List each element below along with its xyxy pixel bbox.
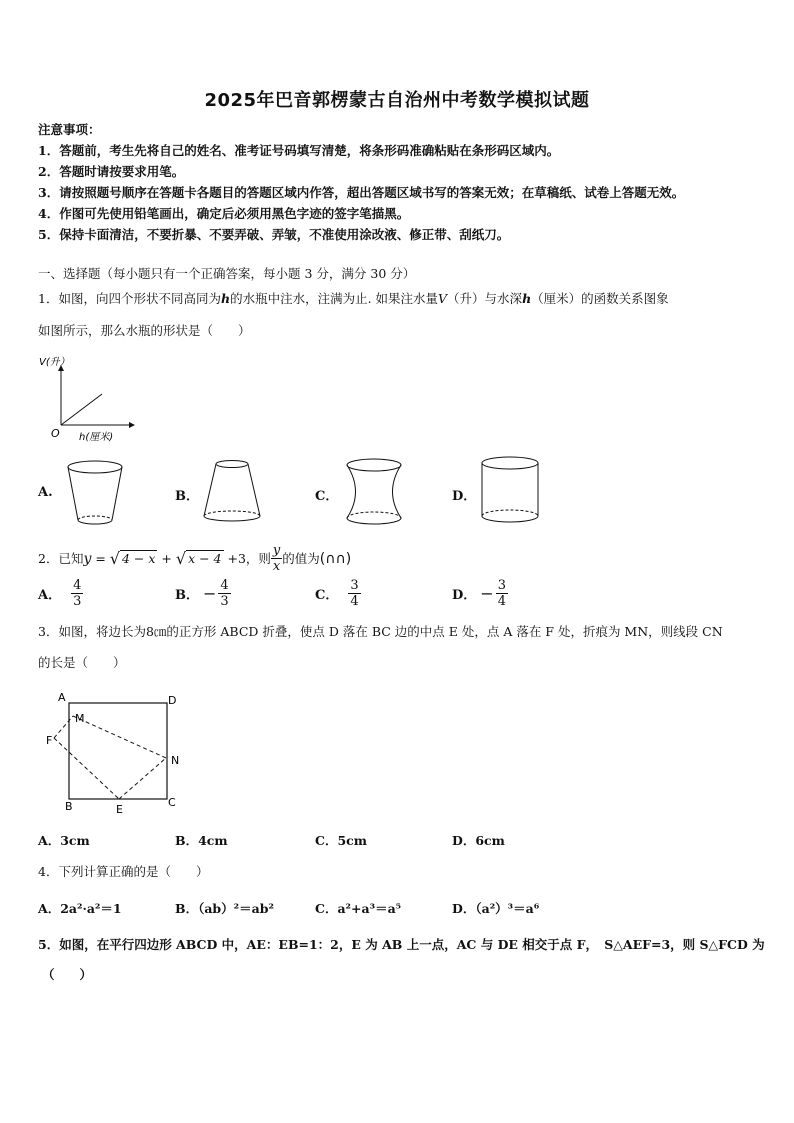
q2-pre: 2．已知 <box>38 550 84 566</box>
sqrt-icon: √ <box>109 548 120 568</box>
q2-then: ，则 <box>245 550 271 566</box>
q2-rad-2: x − 4 <box>188 551 222 566</box>
vase-a-icon <box>66 458 126 528</box>
q1-text-a: 1．如图，向四个形状不同高同为 <box>38 291 221 306</box>
q3-option-c[interactable]: C．5cm <box>315 833 367 848</box>
q5-line-2: （ ） <box>42 967 93 982</box>
q2-option-c[interactable] <box>315 578 361 609</box>
q2-option-a-label: A． <box>38 588 62 603</box>
label-a: A <box>58 691 66 704</box>
q4-option-b-text: （ab）²＝ab² <box>198 901 274 916</box>
graph-ylabel: V(升） <box>39 357 70 368</box>
q4-option-b[interactable] <box>175 901 274 917</box>
q2-option-a[interactable] <box>38 578 83 609</box>
page-title: 2025年巴音郭楞蒙古自治州中考数学模拟试题 <box>204 90 590 111</box>
q1-var-h: h <box>220 291 231 306</box>
vase-d-icon <box>478 454 544 526</box>
q4-option-c[interactable] <box>315 901 401 917</box>
q2-option-b-label: B． <box>175 588 199 603</box>
graph-origin: O <box>51 427 60 440</box>
q4-option-d-text: （a²）³＝a⁶ <box>475 901 540 916</box>
vase-c-icon <box>342 456 406 528</box>
q2-option-a-den: 3 <box>73 594 82 609</box>
q1-text-c: （升）与水深 <box>447 291 523 306</box>
q1-text-d: （厘米）的函数关系图象 <box>531 291 669 306</box>
q2-option-d-num: 3 <box>497 578 506 593</box>
q2-option-d-label: D． <box>452 588 477 603</box>
q2-frac-num: y <box>272 543 281 558</box>
q2-paren: (∩∩) <box>319 550 352 567</box>
q1-option-b-label[interactable]: B． <box>175 489 199 504</box>
notice-heading: 注意事项： <box>38 122 101 137</box>
q5-line-1: 5．如图，在平行四边形 ABCD 中，AE：EB=1：2，E 为 AB 上一点，AC 与 DE 相交于点 F， S△AEF=3，则 S△FCD 为 <box>38 937 765 952</box>
q2-option-d[interactable] <box>452 578 508 609</box>
q3-option-b[interactable]: B．4cm <box>175 833 228 848</box>
q4-stem: 4．下列计算正确的是（ ） <box>38 864 209 879</box>
fold-line-en <box>119 758 166 799</box>
q2-option-d-frac <box>496 578 508 609</box>
q2-option-b-sign: − <box>203 584 217 603</box>
fold-line-fm <box>54 716 73 738</box>
label-c: C <box>168 796 176 809</box>
q1-graph <box>30 350 140 445</box>
graph-line <box>61 394 102 425</box>
q1-option-a-label[interactable]: A. <box>38 485 53 500</box>
q4-option-d[interactable] <box>452 901 539 917</box>
label-d: D <box>168 694 177 707</box>
notice-item-5: 5．保持卡面清洁，不要折暴、不要弄破、弄皱，不准使用涂改液、修正带、刮纸刀。 <box>38 227 510 242</box>
graph-xlabel: h(厘米) <box>79 432 114 443</box>
q2-rad-1: 4 − x <box>122 551 156 566</box>
notice-item-4: 4．作图可先使用铅笔画出，确定后必须用黑色字迹的签字笔描黑。 <box>38 206 410 221</box>
q2-fraction <box>271 543 282 574</box>
label-f: F <box>46 734 53 747</box>
q2-option-d-sign: − <box>480 584 494 603</box>
q2-option-d-den: 4 <box>497 594 506 609</box>
section-heading: 一、选择题（每小题只有一个正确答案，每小题 3 分，满分 30 分） <box>38 266 416 281</box>
q1-var-h2: h <box>522 291 532 306</box>
q1-option-c-label[interactable]: C． <box>315 489 339 504</box>
q2-stem <box>38 543 351 574</box>
q4-option-a-label: A． <box>38 901 61 916</box>
label-b: B <box>65 800 73 813</box>
fold-line-fe <box>54 738 119 799</box>
q2-tail: +3 <box>223 550 246 566</box>
q4-option-a[interactable] <box>38 901 122 917</box>
vase-b-icon <box>200 456 264 526</box>
q1-var-v: V <box>438 291 448 306</box>
q2-option-b-num: 4 <box>220 578 229 593</box>
q1-option-d-label[interactable]: D． <box>452 489 477 504</box>
q1-line-2: 如图所示，那么水瓶的形状是（ ） <box>38 323 251 338</box>
q1-text-b: 的水瓶中注水，注满为止. 如果注水量 <box>230 291 439 306</box>
q3-option-d[interactable]: D．6cm <box>452 833 505 848</box>
q2-frac-den: x <box>272 559 281 574</box>
q4-option-b-label: B． <box>175 901 199 916</box>
label-m: M <box>75 712 85 725</box>
q2-option-b-den: 3 <box>220 594 229 609</box>
notice-item-3: 3．请按照题号顺序在答题卡各题目的答题区域内作答，超出答题区域书写的答案无效；在草稿纸、试卷上答题无效。 <box>38 185 685 200</box>
q3-option-a[interactable]: A．3cm <box>38 833 90 848</box>
label-n: N <box>171 754 180 767</box>
q2-option-c-label: C． <box>315 588 339 603</box>
q2-plus: + <box>157 550 176 566</box>
q4-option-d-label: D． <box>452 901 476 916</box>
q2-option-c-frac <box>348 578 360 609</box>
q3-line-1: 3．如图，将边长为8㎝的正方形 ABCD 折叠，使点 D 落在 BC 边的中点 E 处，点 A 落在 F 处，折痕为 MN，则线段 CN <box>38 624 723 639</box>
q2-post: 的值为 <box>282 550 320 566</box>
sqrt-icon: √ <box>175 548 187 568</box>
q2-option-b[interactable] <box>175 578 231 609</box>
q2-eq-eq: = <box>91 550 110 566</box>
q4-option-c-text: a²+a³＝a⁵ <box>337 901 402 916</box>
q3-line-2: 的长是（ ） <box>38 655 126 670</box>
q2-option-c-den: 4 <box>350 594 359 609</box>
q3-figure <box>40 688 200 818</box>
notice-item-1: 1．答题前，考生先将自己的姓名、准考证号码填写清楚，将条形码准确粘贴在条形码区域内。 <box>38 143 560 158</box>
q2-option-c-num: 3 <box>350 578 359 593</box>
q2-option-b-frac <box>218 578 230 609</box>
q1-line-1 <box>38 291 669 307</box>
fold-line-mn <box>73 716 166 758</box>
q2-option-a-num: 4 <box>73 578 82 593</box>
q2-option-a-frac <box>71 578 83 609</box>
q2-eq-y: y <box>83 550 92 567</box>
label-e: E <box>116 803 123 816</box>
q4-option-c-label: C． <box>315 901 338 916</box>
notice-item-2: 2．答题时请按要求用笔。 <box>38 164 185 179</box>
q4-option-a-text: 2a²·a²＝1 <box>60 901 122 916</box>
